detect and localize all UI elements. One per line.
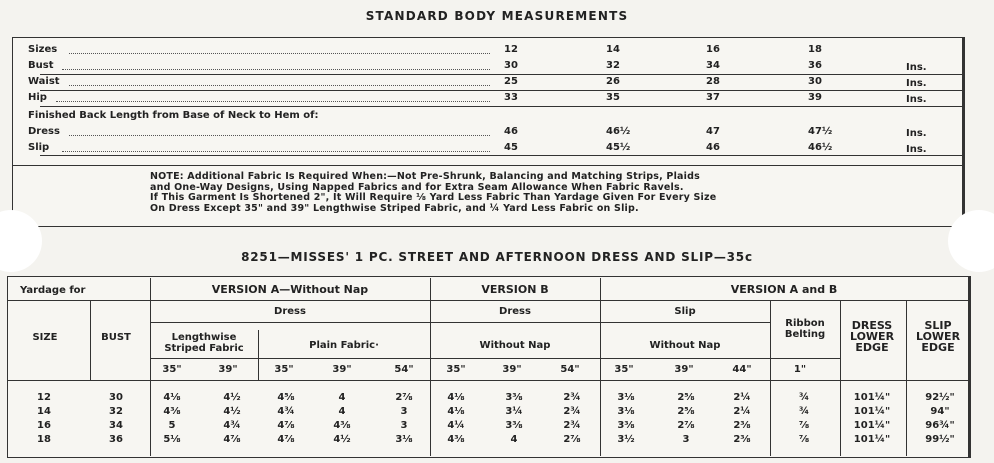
width-header: 35" (614, 364, 634, 375)
measurement-unit: Ins. (906, 128, 927, 139)
table-cell: 3⅜ (617, 420, 635, 431)
table-cell: ⅞ (798, 434, 810, 445)
measurement-value: 34 (706, 60, 720, 71)
dot-leader (62, 142, 490, 152)
measurement-value: 46 (504, 126, 518, 137)
table-cell: 4½ (223, 406, 241, 417)
table-cell: 4 (338, 406, 346, 417)
table-cell: 4¼ (447, 420, 465, 431)
table-cell: 4⅛ (447, 406, 465, 417)
table-cell: 3⅜ (505, 420, 523, 431)
measurement-value: 46½ (808, 142, 833, 153)
back-length-label: Finished Back Length from Base of Neck to Hem of: (28, 110, 319, 121)
measurement-value: 12 (504, 44, 518, 55)
table-cell: 4½ (333, 434, 351, 445)
measurement-value: 26 (606, 76, 620, 87)
table-cell: 4½ (223, 392, 241, 403)
table-cell: 101¼" (853, 406, 891, 417)
dot-leader (62, 60, 490, 70)
table-cell: 5 (168, 420, 176, 431)
table-cell: 4⅝ (277, 392, 295, 403)
note-line: On Dress Except 35" and 39" Lengthwise Striped Fabric, and ¼ Yard Less Fabric on Slip. (150, 202, 639, 214)
table-cell: 4⅜ (447, 434, 465, 445)
table-cell: ¾ (798, 406, 810, 417)
header-rule (150, 358, 840, 359)
header-rule (8, 300, 970, 301)
table-cell: 94" (930, 406, 950, 417)
table-cell: 101¼" (853, 420, 891, 431)
table-cell: 4⅞ (277, 420, 295, 431)
table-cell: ⅞ (798, 420, 810, 431)
table-cell: 4¾ (277, 406, 295, 417)
table-cell: 16 (37, 420, 51, 431)
table-cell: 3⅛ (617, 392, 635, 403)
column-rule (906, 300, 907, 456)
table-cell: 3⅛ (617, 406, 635, 417)
size-header: SIZE (32, 332, 58, 343)
measurement-value: 39 (808, 92, 822, 103)
table-cell: 3 (400, 406, 408, 417)
table-cell: 92½" (925, 392, 955, 403)
version-ab-header: VERSION A and B (730, 283, 838, 296)
note-line: If This Garment Is Shortened 2", It Will Require ⅛ Yard Less Fabric Than Yardage Given For Every Size (150, 192, 717, 203)
row-rule (40, 106, 965, 107)
measurement-value: 47½ (808, 126, 833, 137)
yardage-for-label: Yardage for (20, 285, 86, 296)
measurement-label: Bust (28, 60, 54, 71)
table-cell: 2¾ (563, 406, 581, 417)
row-rule (40, 74, 965, 75)
table-cell: 4 (338, 392, 346, 403)
measurement-row (28, 76, 498, 88)
column-rule (430, 278, 431, 456)
table-cell: 4⅞ (223, 434, 241, 445)
table-cell: 3⅜ (505, 392, 523, 403)
measurement-value: 35 (606, 92, 620, 103)
column-rule (258, 330, 259, 380)
measurement-row (28, 60, 498, 72)
yardage-title: 8251—MISSES' 1 PC. STREET AND AFTERNOON DRESS AND SLIP—35c (241, 250, 753, 264)
width-header: 35" (446, 364, 466, 375)
table-cell: 2¾ (563, 420, 581, 431)
column-rule (600, 278, 601, 456)
table-cell: 4⅞ (277, 434, 295, 445)
dot-leader (69, 76, 491, 86)
measurement-row (28, 92, 498, 104)
table-cell: 2¼ (733, 406, 751, 417)
column-rule (840, 300, 841, 456)
dot-leader (56, 92, 491, 102)
width-header: 39" (502, 364, 522, 375)
column-rule (770, 300, 771, 456)
table-cell: 3½ (617, 434, 635, 445)
measurements-title: STANDARD BODY MEASUREMENTS (365, 9, 629, 23)
dress-lower-edge-header: DRESS LOWER EDGE (849, 319, 895, 354)
table-cell: 4⅛ (163, 392, 181, 403)
bust-header: BUST (101, 332, 131, 343)
width-header: 1" (793, 364, 807, 375)
header-rule (150, 322, 770, 323)
measurement-label: Slip (28, 142, 50, 153)
version-b-header: VERSION B (481, 283, 549, 296)
table-cell: 14 (37, 406, 51, 417)
column-rule (90, 300, 91, 380)
row-rule (40, 155, 965, 156)
table-cell: 2⅜ (733, 434, 751, 445)
measurement-value: 46½ (606, 126, 631, 137)
lengthwise-header: Lengthwise Striped Fabric (164, 332, 244, 354)
measurement-row (28, 142, 498, 154)
note-line: and One-Way Designs, Using Napped Fabrics and for Extra Seam Allowance When Fabric Ravels. (150, 181, 684, 193)
width-header: 39" (674, 364, 694, 375)
table-cell: 101¼" (853, 434, 891, 445)
table-cell: 2⅞ (395, 392, 413, 403)
measurement-value: 46 (706, 142, 720, 153)
table-cell: 12 (37, 392, 51, 403)
width-header: 54" (394, 364, 414, 375)
measurement-unit: Ins. (906, 94, 927, 105)
measurement-value: 36 (808, 60, 822, 71)
without-nap-slip-header: Without Nap (649, 340, 721, 351)
width-header: 35" (274, 364, 294, 375)
table-cell: 3 (400, 420, 408, 431)
header-rule (8, 380, 970, 381)
dot-leader (69, 44, 491, 54)
table-cell: 101¼" (853, 392, 891, 403)
dress-b-header: Dress (499, 306, 531, 317)
dot-leader (69, 126, 491, 136)
measurement-value: 25 (504, 76, 518, 87)
measurement-unit: Ins. (906, 144, 927, 155)
table-cell: 3⅛ (395, 434, 413, 445)
table-cell: 2⅜ (733, 420, 751, 431)
fabric-note (150, 172, 716, 214)
measurement-unit: Ins. (906, 62, 927, 73)
table-cell: 2¼ (733, 392, 751, 403)
table-cell: 2⅝ (677, 406, 695, 417)
table-cell: 4¾ (223, 420, 241, 431)
measurement-value: 14 (606, 44, 620, 55)
note-line: NOTE: Additional Fabric Is Required When:—Not Pre-Shrunk, Balancing and Matching Strips, Plaids (150, 171, 700, 182)
version-a-header: VERSION A—Without Nap (211, 283, 369, 296)
slip-lower-edge-header: SLIP LOWER EDGE (915, 319, 961, 354)
measurement-value: 37 (706, 92, 720, 103)
table-cell: 18 (37, 434, 51, 445)
table-cell: 4⅛ (447, 392, 465, 403)
measurement-value: 45 (504, 142, 518, 153)
measurement-label: Waist (28, 76, 60, 87)
measurement-value: 28 (706, 76, 720, 87)
table-cell: 3¼ (505, 406, 523, 417)
ribbon-belting-header: Ribbon Belting (784, 318, 826, 340)
table-cell: 4⅜ (163, 406, 181, 417)
without-nap-b-header: Without Nap (479, 340, 551, 351)
measurement-value: 32 (606, 60, 620, 71)
table-cell: 32 (109, 406, 123, 417)
measurement-value: 45½ (606, 142, 631, 153)
table-cell: 2¾ (563, 392, 581, 403)
measurement-value: 30 (504, 60, 518, 71)
table-cell: 2⅞ (677, 420, 695, 431)
measurement-label: Hip (28, 92, 47, 103)
table-cell: ¾ (798, 392, 810, 403)
plain-fabric-header: Plain Fabric· (309, 340, 379, 351)
table-cell: 3 (682, 434, 690, 445)
width-header: 35" (162, 364, 182, 375)
table-cell: 34 (109, 420, 123, 431)
measurement-label: Sizes (28, 44, 58, 55)
width-header: 54" (560, 364, 580, 375)
width-header: 44" (732, 364, 752, 375)
table-cell: 5⅛ (163, 434, 181, 445)
dress-header: Dress (274, 306, 306, 317)
width-header: 39" (218, 364, 238, 375)
measurement-value: 18 (808, 44, 822, 55)
table-cell: 4 (510, 434, 518, 445)
table-cell: 99½" (925, 434, 955, 445)
measurement-row (28, 44, 498, 56)
note-divider (12, 165, 965, 166)
measurement-value: 16 (706, 44, 720, 55)
table-cell: 4⅜ (333, 420, 351, 431)
table-cell: 2⅝ (677, 392, 695, 403)
table-cell: 96¾" (925, 420, 955, 431)
row-rule (40, 90, 965, 91)
slip-header: Slip (674, 306, 696, 317)
width-header: 39" (332, 364, 352, 375)
measurement-value: 30 (808, 76, 822, 87)
table-cell: 36 (109, 434, 123, 445)
table-cell: 2⅞ (563, 434, 581, 445)
measurement-unit: Ins. (906, 78, 927, 89)
measurement-row (28, 126, 498, 138)
measurement-value: 47 (706, 126, 720, 137)
table-cell: 30 (109, 392, 123, 403)
measurement-value: 33 (504, 92, 518, 103)
measurement-label: Dress (28, 126, 60, 137)
